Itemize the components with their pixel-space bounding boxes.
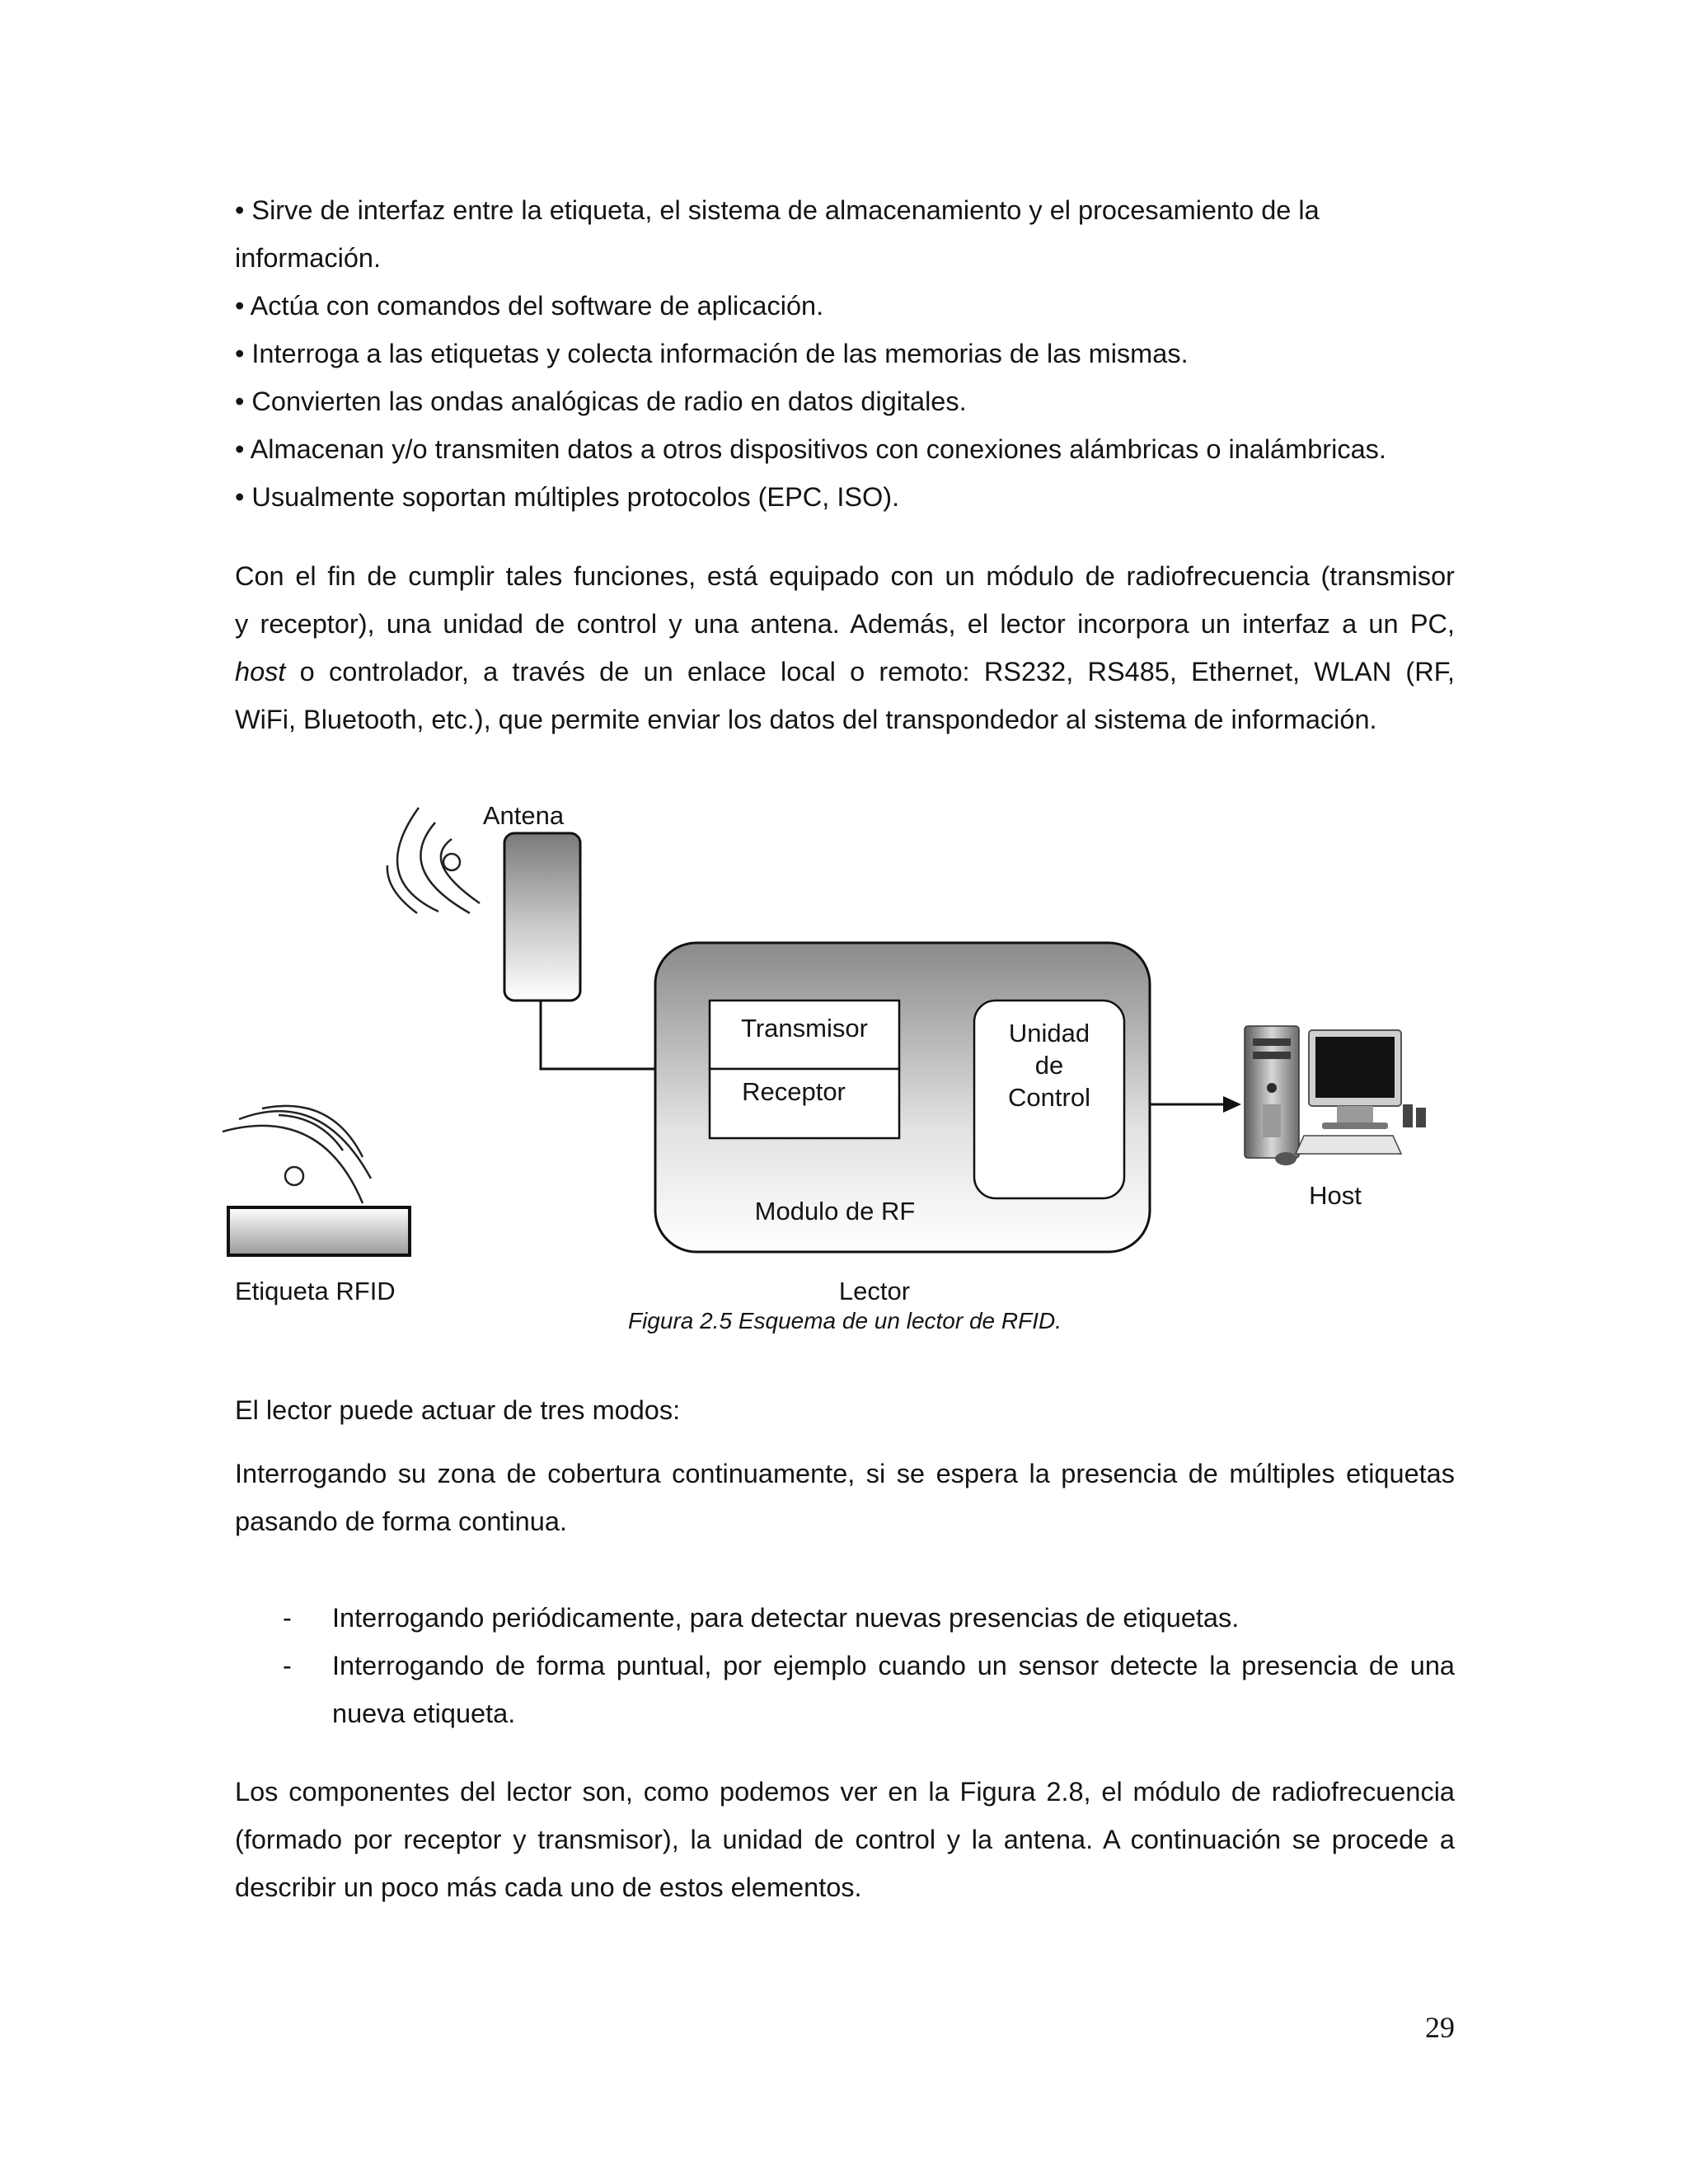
host-computer-icon [1245,1026,1426,1165]
transmitter-label: Transmisor [741,1014,868,1043]
tag-waves-icon [223,1106,371,1203]
antenna-label: Antena [482,801,565,830]
antenna-shape [504,833,580,1001]
tag-label: Etiqueta RFID [235,1277,396,1305]
paragraph-line: describir un poco más cada uno de estos elementos. [235,1872,862,1902]
control-unit-label-line3: Control [1008,1083,1090,1112]
bullet-item: • Usualmente soportan múltiples protocolos (EPC, ISO). [235,482,900,512]
control-unit-label-line2: de [1034,1051,1064,1080]
rfid-reader-figure [223,791,1459,1352]
dash-marker: - [283,1651,292,1680]
reader-label: Lector [838,1277,911,1305]
dash-item-text: Interrogando periódicamente, para detectar nuevas presencias de etiquetas. [332,1603,1240,1633]
figure-caption: Figura 2.5 Esquema de un lector de RFID. [627,1308,1062,1333]
paragraph-line: El lector puede actuar de tres modos: [235,1395,681,1425]
page-number: 29 [1425,2011,1455,2044]
paragraph-line: y receptor), una unidad de control y una antena. Además, el lector incorpora un interfaz a un PC, [235,609,1455,639]
paragraph-line: WiFi, Bluetooth, etc.), que permite enviar los datos del transpondedor al sistema de información. [235,705,1377,734]
host-italic-term: host [235,657,286,687]
rf-module-label: Modulo de RF [754,1197,916,1226]
host-label: Host [1309,1181,1362,1210]
receiver-label: Receptor [742,1077,846,1106]
rfid-diagram [223,791,1459,1352]
rfid-tag-shape [228,1207,410,1255]
paragraph-line: Con el fin de cumplir tales funciones, está equipado con un módulo de radiofrecuencia (transmisor [235,561,1455,591]
dash-item-text: Interrogando de forma puntual, por ejemplo cuando un sensor detecte la presencia de una [332,1651,1455,1680]
bullet-item: • Convierten las ondas analógicas de radio en datos digitales. [235,387,967,416]
bullet-item: • Actúa con comandos del software de aplicación. [235,291,824,321]
paragraph-line: Interrogando su zona de cobertura continuamente, si se espera la presencia de múltiples etiquetas [235,1459,1455,1488]
dash-item-continuation: nueva etiqueta. [332,1699,516,1728]
paragraph-line: pasando de forma continua. [235,1507,567,1536]
antenna-cable [541,1001,655,1069]
control-unit-label-line1: Unidad [1008,1019,1090,1047]
bullet-item: • Almacenan y/o transmiten datos a otros dispositivos con conexiones alámbricas o inalámbricas. [235,434,1386,464]
paragraph-line-rest: o controlador, a través de un enlace local o remoto: RS232, RS485, Ethernet, WLAN (RF, [285,657,1455,687]
paragraph-line [235,655,1455,688]
bullet-item: • Sirve de interfaz entre la etiqueta, el sistema de almacenamiento y el procesamiento de la [235,195,1320,225]
paragraph-line: (formado por receptor y transmisor), la unidad de control y la antena. A continuación se procede a [235,1825,1455,1854]
antenna-waves-icon [387,808,480,913]
arrow-to-host [1150,1096,1241,1113]
bullet-item-continuation: información. [235,243,382,273]
dash-marker: - [283,1603,292,1633]
bullet-item: • Interroga a las etiquetas y colecta información de las memorias de las mismas. [235,339,1189,368]
paragraph-line: Los componentes del lector son, como podemos ver en la Figura 2.8, el módulo de radiofrecuencia [235,1777,1455,1807]
